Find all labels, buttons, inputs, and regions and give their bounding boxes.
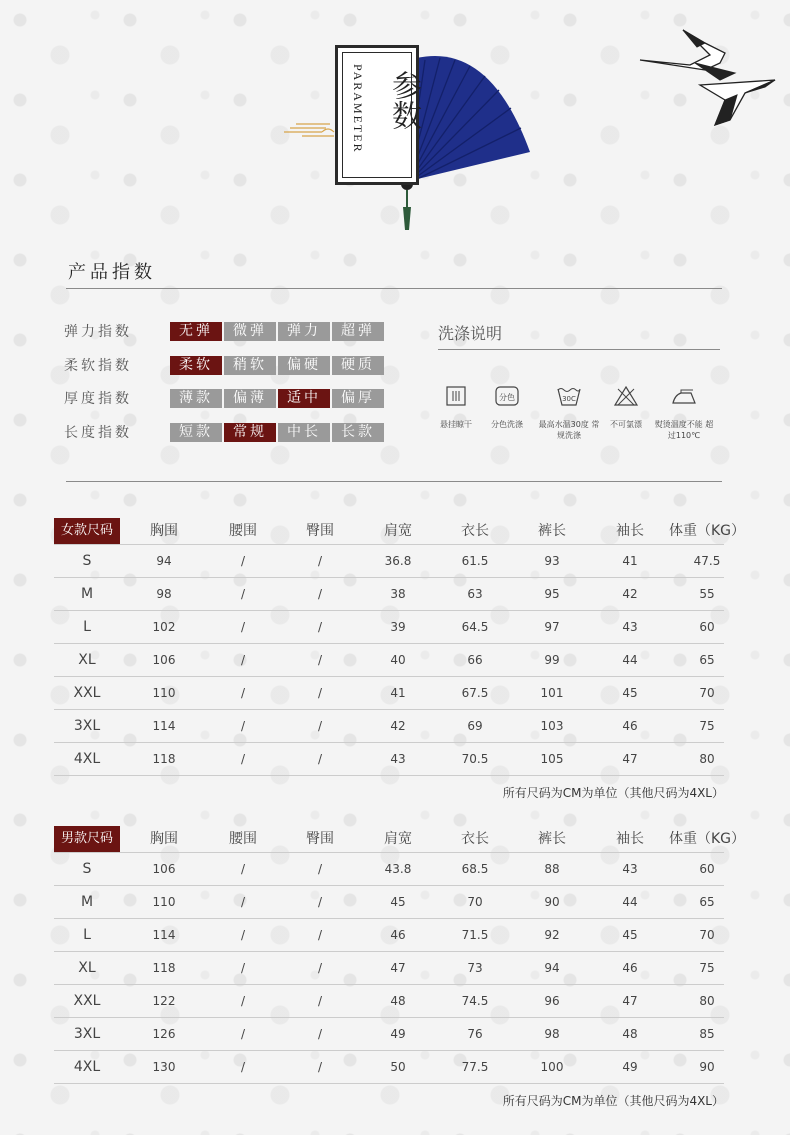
table-cell: 46	[390, 928, 406, 942]
table-cell: 44	[622, 653, 638, 667]
table-cell: 96	[544, 994, 560, 1008]
table-cell: 68.5	[461, 862, 489, 876]
table-cell: 88	[544, 862, 560, 876]
table-cell: 46	[622, 961, 638, 975]
table-row	[54, 677, 724, 710]
table-cell: /	[317, 587, 323, 601]
option-chip: 偏厚	[332, 389, 384, 408]
thickness-options	[170, 389, 386, 408]
table-cell: 65	[699, 895, 715, 909]
table-row	[54, 743, 724, 776]
table-cell: 100	[540, 1060, 564, 1074]
table-row	[54, 952, 724, 985]
option-chip-selected: 适中	[278, 389, 330, 408]
table-cell: 49	[390, 1027, 406, 1041]
length-label: 长度指数	[64, 425, 132, 441]
col-pants-length: 裤长	[538, 523, 566, 539]
table-cell: 47	[622, 994, 638, 1008]
option-chip: 长款	[332, 423, 384, 442]
table-cell: 50	[390, 1060, 406, 1074]
table-cell: 114	[152, 928, 176, 942]
table-cell: 102	[152, 620, 176, 634]
table-cell: 90	[699, 1060, 715, 1074]
table-cell: 110	[152, 895, 176, 909]
table-cell: /	[317, 752, 323, 766]
table-cell: /	[240, 752, 246, 766]
table-cell: 70	[699, 686, 715, 700]
table-row	[54, 853, 724, 886]
softness-options	[170, 356, 386, 375]
table-cell: 130	[152, 1060, 176, 1074]
table-cell: 95	[544, 587, 560, 601]
table-cell: 49	[622, 1060, 638, 1074]
table-cell: /	[240, 620, 246, 634]
elasticity-options	[170, 322, 386, 341]
col-waist: 腰围	[229, 831, 257, 847]
option-chip: 稍软	[224, 356, 276, 375]
col-chest: 胸围	[150, 831, 178, 847]
table-cell: 93	[544, 554, 560, 568]
table-cell: 43	[622, 620, 638, 634]
table-cell: 47	[390, 961, 406, 975]
table-cell: /	[317, 928, 323, 942]
table-cell: /	[240, 862, 246, 876]
table-row	[54, 886, 724, 919]
table-cell: 94	[156, 554, 172, 568]
table-cell: 122	[152, 994, 176, 1008]
women-size-table	[54, 518, 746, 801]
size-cell: XXL	[73, 993, 101, 1009]
table-cell: 98	[156, 587, 172, 601]
table-header	[54, 826, 746, 853]
option-chip: 中长	[278, 423, 330, 442]
table-cell: /	[240, 961, 246, 975]
table-cell: 60	[699, 620, 715, 634]
table-cell: 106	[152, 862, 176, 876]
table-cell: 61.5	[461, 554, 489, 568]
table-cell: /	[317, 554, 323, 568]
table-cell: 110	[152, 686, 176, 700]
table-row	[54, 545, 724, 578]
size-cell: S	[82, 553, 92, 569]
table-cell: 71.5	[461, 928, 489, 942]
option-chip: 超弹	[332, 322, 384, 341]
hang-dry-icon	[443, 385, 469, 407]
col-waist: 腰围	[229, 523, 257, 539]
table-cell: 69	[467, 719, 483, 733]
table-cell: 42	[390, 719, 406, 733]
table-cell: 77.5	[461, 1060, 489, 1074]
length-options	[170, 423, 386, 442]
table-cell: 47	[622, 752, 638, 766]
table-cell: 44	[622, 895, 638, 909]
table-cell: 40	[390, 653, 406, 667]
wash-separately-icon	[494, 385, 520, 407]
size-cell: XXL	[73, 685, 101, 701]
table-row	[54, 919, 724, 952]
wash-divider	[438, 349, 720, 350]
col-chest: 胸围	[150, 523, 178, 539]
wash-item-hang-dry: 悬挂晾干	[424, 385, 488, 430]
table-cell: 43	[622, 862, 638, 876]
table-cell: /	[317, 895, 323, 909]
wash-item-30: 30C 最高水温30度 常规洗涤	[537, 385, 601, 441]
table-cell: /	[317, 1027, 323, 1041]
table-cell: /	[317, 862, 323, 876]
size-cell: XL	[78, 652, 96, 668]
size-cell: L	[83, 619, 91, 635]
option-chip: 弹力	[278, 322, 330, 341]
wash-item-no-bleach: 不可氯漂	[594, 385, 658, 430]
option-chip: 偏薄	[224, 389, 276, 408]
table-cell: /	[240, 1060, 246, 1074]
col-sleeve: 袖长	[616, 831, 644, 847]
table-cell: 75	[699, 719, 715, 733]
col-sleeve: 袖长	[616, 523, 644, 539]
divider	[66, 288, 722, 289]
table-cell: 46	[622, 719, 638, 733]
iron-icon	[671, 385, 697, 407]
table-cell: /	[240, 994, 246, 1008]
women-size-badge: 女款尺码	[54, 518, 120, 544]
table-cell: /	[240, 895, 246, 909]
cranes-illustration-icon	[635, 25, 785, 130]
table-cell: 106	[152, 653, 176, 667]
option-chip-selected: 无弹	[170, 322, 222, 341]
table-cell: 73	[467, 961, 483, 975]
wash-title: 洗涤说明	[438, 324, 503, 343]
table-cell: 38	[390, 587, 406, 601]
table-cell: 114	[152, 719, 176, 733]
table-cell: 60	[699, 862, 715, 876]
table-cell: 66	[467, 653, 483, 667]
table-cell: 45	[622, 686, 638, 700]
table-cell: 90	[544, 895, 560, 909]
table-cell: /	[240, 928, 246, 942]
table-cell: 45	[390, 895, 406, 909]
size-cell: S	[82, 861, 92, 877]
size-cell: 4XL	[73, 1059, 101, 1075]
softness-label: 柔软指数	[64, 358, 132, 374]
table-cell: 92	[544, 928, 560, 942]
table-cell: 103	[540, 719, 564, 733]
table-cell: 75	[699, 961, 715, 975]
table-cell: 36.8	[384, 554, 412, 568]
table-cell: 85	[699, 1027, 715, 1041]
table-cell: 43	[390, 752, 406, 766]
table-row	[54, 710, 724, 743]
parameter-en-title: PARAMETER	[351, 64, 365, 154]
no-bleach-icon	[613, 385, 639, 407]
table-cell: 39	[390, 620, 406, 634]
size-cell: M	[80, 894, 94, 910]
option-chip-selected: 常规	[224, 423, 276, 442]
table-row	[54, 578, 724, 611]
table-cell: 97	[544, 620, 560, 634]
table-cell: 98	[544, 1027, 560, 1041]
table-row	[54, 611, 724, 644]
size-note: 所有尺码为CM为单位（其他尺码为4XL）	[502, 1094, 724, 1108]
men-size-badge: 男款尺码	[54, 826, 120, 852]
table-cell: 43.8	[384, 862, 412, 876]
table-row	[54, 985, 724, 1018]
table-cell: 70.5	[461, 752, 489, 766]
size-cell: 4XL	[73, 751, 101, 767]
table-cell: 70	[699, 928, 715, 942]
table-cell: 70	[467, 895, 483, 909]
col-shoulder: 肩宽	[384, 523, 412, 539]
col-hip: 臀围	[306, 523, 334, 539]
table-cell: 105	[540, 752, 564, 766]
table-cell: /	[240, 1027, 246, 1041]
option-chip: 薄款	[170, 389, 222, 408]
table-cell: /	[317, 719, 323, 733]
option-chip: 微弹	[224, 322, 276, 341]
option-chip: 短款	[170, 423, 222, 442]
table-cell: 126	[152, 1027, 176, 1041]
col-shoulder: 肩宽	[384, 831, 412, 847]
size-cell: 3XL	[73, 718, 101, 734]
table-cell: 80	[699, 752, 715, 766]
option-chip: 偏硬	[278, 356, 330, 375]
table-cell: 80	[699, 994, 715, 1008]
col-pants-length: 裤长	[538, 831, 566, 847]
table-cell: 63	[467, 587, 483, 601]
table-cell: /	[317, 961, 323, 975]
size-cell: XL	[78, 960, 96, 976]
col-top-length: 衣长	[461, 831, 489, 847]
table-cell: /	[240, 686, 246, 700]
table-cell: 67.5	[461, 686, 489, 700]
table-header	[54, 518, 746, 545]
table-cell: 45	[622, 928, 638, 942]
col-weight: 体重（KG）	[668, 831, 746, 847]
table-cell: 99	[544, 653, 560, 667]
table-cell: 118	[152, 961, 176, 975]
elasticity-label: 弹力指数	[64, 324, 132, 340]
table-cell: /	[317, 1060, 323, 1074]
table-cell: 47.5	[693, 554, 721, 568]
col-weight: 体重（KG）	[668, 523, 746, 539]
size-cell: 3XL	[73, 1026, 101, 1042]
divider	[66, 481, 722, 482]
cloud-lines-icon	[282, 112, 342, 142]
size-note: 所有尺码为CM为单位（其他尺码为4XL）	[502, 786, 724, 800]
section-title: 产品指数	[68, 262, 156, 283]
table-cell: 42	[622, 587, 638, 601]
option-chip-selected: 柔软	[170, 356, 222, 375]
option-chip: 硬质	[332, 356, 384, 375]
table-cell: 76	[467, 1027, 483, 1041]
table-cell: /	[240, 719, 246, 733]
table-cell: 48	[622, 1027, 638, 1041]
wash-item-iron: 熨烫温度不能 超过110℃	[652, 385, 716, 441]
table-cell: /	[317, 994, 323, 1008]
table-cell: /	[240, 653, 246, 667]
table-row	[54, 644, 724, 677]
table-cell: /	[317, 686, 323, 700]
thickness-label: 厚度指数	[64, 391, 132, 407]
parameter-zh-title: 参数	[386, 70, 421, 130]
table-cell: 101	[540, 686, 564, 700]
table-cell: /	[317, 620, 323, 634]
table-row	[54, 1018, 724, 1051]
table-cell: 48	[390, 994, 406, 1008]
size-cell: M	[80, 586, 94, 602]
col-top-length: 衣长	[461, 523, 489, 539]
table-cell: /	[240, 587, 246, 601]
size-cell: L	[83, 927, 91, 943]
svg-text:30C: 30C	[562, 395, 576, 403]
col-hip: 臀围	[306, 831, 334, 847]
men-size-table	[54, 826, 746, 1109]
table-cell: 55	[699, 587, 715, 601]
wash-item-separate: 分色 分色洗涤	[475, 385, 539, 430]
table-cell: 41	[390, 686, 406, 700]
table-cell: /	[240, 554, 246, 568]
table-cell: /	[317, 653, 323, 667]
table-row	[54, 1051, 724, 1084]
table-cell: 118	[152, 752, 176, 766]
table-cell: 94	[544, 961, 560, 975]
wash-30-icon	[556, 385, 582, 407]
table-cell: 41	[622, 554, 638, 568]
table-cell: 74.5	[461, 994, 489, 1008]
svg-text:分色: 分色	[499, 393, 515, 402]
table-cell: 65	[699, 653, 715, 667]
table-cell: 64.5	[461, 620, 489, 634]
